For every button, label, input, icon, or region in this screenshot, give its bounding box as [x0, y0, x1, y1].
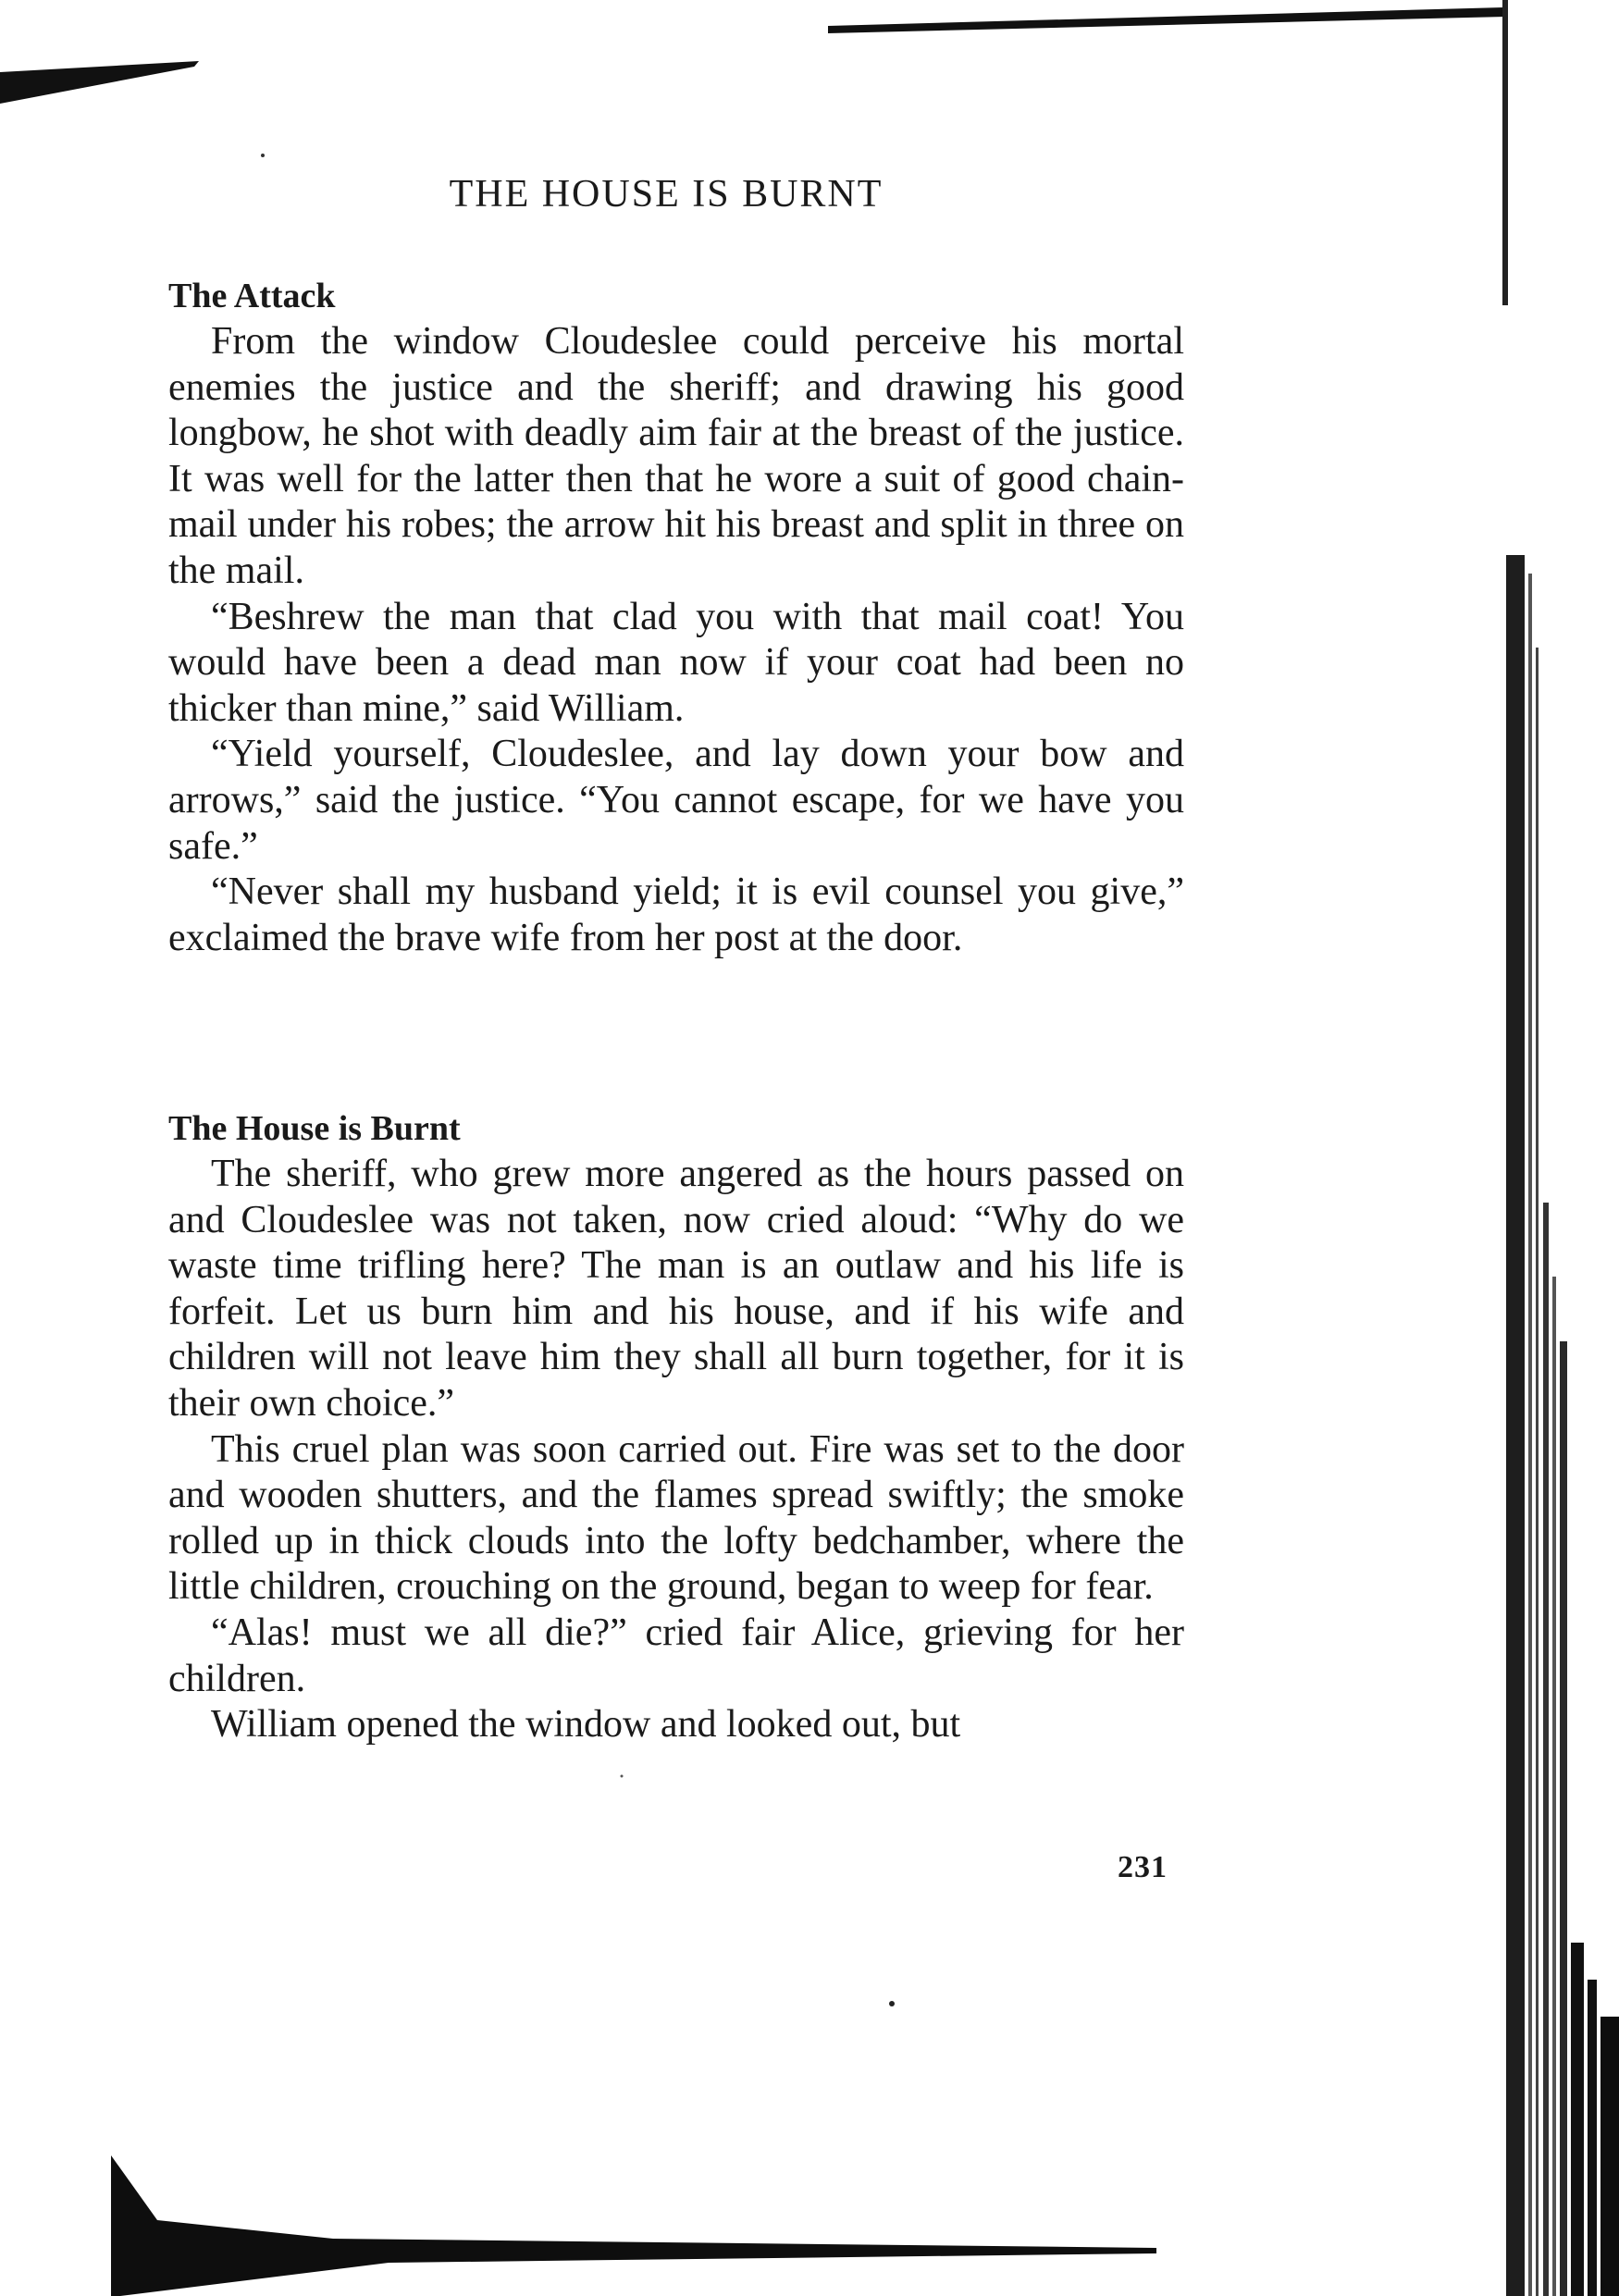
- bottom-wedge: [111, 2155, 1156, 2296]
- paragraph: From the window Cloudeslee could perceive his mortal enemies the justice and the sheriff; and drawing his good longbow, he shot with deadly aim fair at the breast of the justice. It was well for the latter then that he wore a suit of good chain-mail under his robes; the arrow hit his breast and split in three on the mail.: [168, 320, 1184, 592]
- page-title: THE HOUSE IS BURNT: [449, 173, 884, 216]
- paragraph: William opened the window and looked out, but: [211, 1703, 961, 1747]
- paragraph: “Yield yourself, Cloudeslee, and lay down your bow and arrows,” said the justice. “You cannot escape, for we have you safe.”: [168, 733, 1184, 868]
- section-the-house-is-burnt: [168, 1105, 1184, 1748]
- paragraph: “Never shall my husband yield; it is evil counsel you give,” exclaimed the brave wife from her post at the door.: [168, 870, 1184, 959]
- paragraph: “Alas! must we all die?” cried fair Alice, grieving for her children.: [168, 1611, 1184, 1700]
- top-left-wedge: [0, 61, 199, 104]
- binding-edge-thin: [1502, 0, 1508, 305]
- stray-dot: [261, 154, 265, 157]
- top-edge-line: [828, 7, 1506, 33]
- paragraph: “Beshrew the man that clad you with that mail coat! You would have been a dead man now if your coat had been no thicker than mine,” said William.: [168, 595, 1184, 730]
- binding-edge: [1506, 555, 1525, 2296]
- paragraph: The sheriff, who grew more angered as the hours passed on and Cloudeslee was not taken, now cried aloud: “Why do we waste time trifling here? The man is an outlaw and his life is forfeit. Let us burn him and his house, and if his wife and children will not leave him they shall all burn together, for it is their own choice.”: [168, 1153, 1184, 1425]
- section-the-attack: [168, 273, 1184, 961]
- section-heading: The House is Burnt: [168, 1109, 461, 1148]
- section-heading: The Attack: [168, 277, 336, 315]
- paragraph: This cruel plan was soon carried out. Fire was set to the door and wooden shutters, and the flames spread swiftly; the smoke rolled up in thick clouds into the lofty bedchamber, where the little children, crouching on the ground, began to weep for fear.: [168, 1427, 1184, 1609]
- page-number: 231: [1118, 1850, 1168, 1884]
